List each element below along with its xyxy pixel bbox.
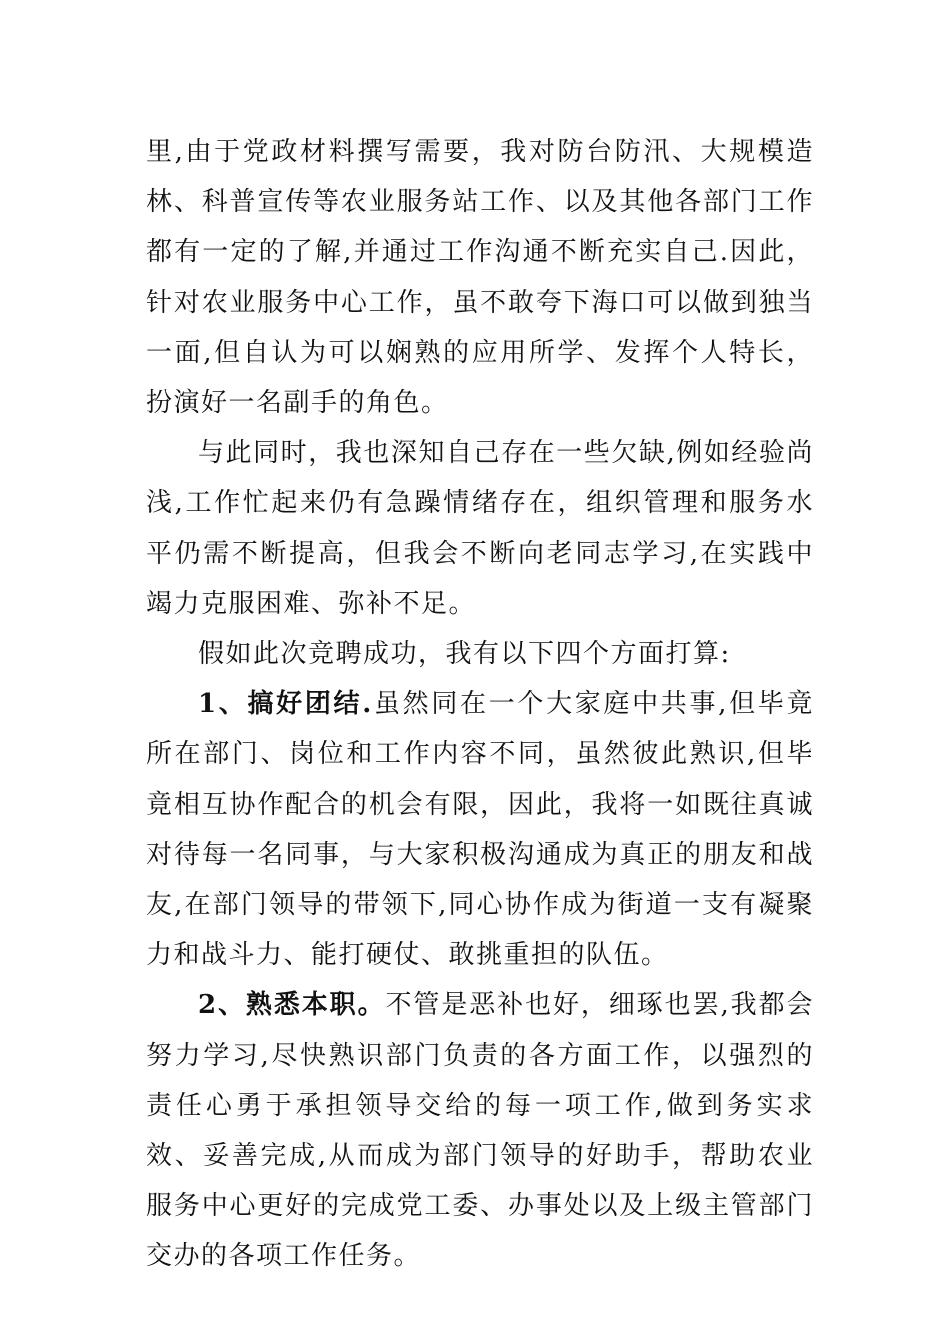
paragraph-2: [146, 428, 814, 629]
paragraph-3-text: 假如此次竞聘成功，我有以下四个方面打算:: [198, 639, 731, 670]
paragraph-5: [146, 980, 814, 1281]
document-page: [146, 127, 814, 1282]
paragraph-1-text: 里,由于党政材料撰写需要，我对防台防汛、大规模造林、科普宣传等农业服务站工作、以及其他各部门工作都有一定的了解,并通过工作沟通不断充实自己.因此，针对农业服务中心工作，虽不敢夸下海口可以做到独当一面,但自认为可以娴熟的应用所学、发挥个人特长，扮演好一名副手的角色。: [146, 137, 814, 419]
paragraph-2-text: 与此同时，我也深知自己存在一些欠缺,例如经验尚浅,工作忙起来仍有急躁情绪存在，组织管理和服务水平仍需不断提高，但我会不断向老同志学习,在实践中竭力克服困难、弥补不足。: [146, 438, 814, 619]
paragraph-3: [146, 629, 814, 679]
paragraph-4: [146, 679, 814, 980]
paragraph-5-text: 不管是恶补也好，细琢也罢,我都会努力学习,尽快熟识部门负责的各方面工作，以强烈的责任心勇于承担领导交给的每一项工作,做到务实求效、妥善完成,从而成为部门领导的好助手，帮助农业服务中心更好的完成党工委、办事处以及上级主管部门交办的各项工作任务。: [146, 990, 814, 1272]
paragraph-4-heading: 1、搞好团结.: [198, 689, 373, 720]
paragraph-4-text: 虽然同在一个大家庭中共事,但毕竟所在部门、岗位和工作内容不同，虽然彼此熟识,但毕竟相互协作配合的机会有限，因此，我将一如既往真诚对待每一名同事，与大家积极沟通成为真正的朋友和战友,在部门领导的带领下,同心协作成为街道一支有凝聚力和战斗力、能打硬仗、敢挑重担的队伍。: [146, 689, 814, 971]
paragraph-5-heading: 2、熟悉本职。: [198, 990, 386, 1021]
paragraph-1: [146, 127, 814, 428]
